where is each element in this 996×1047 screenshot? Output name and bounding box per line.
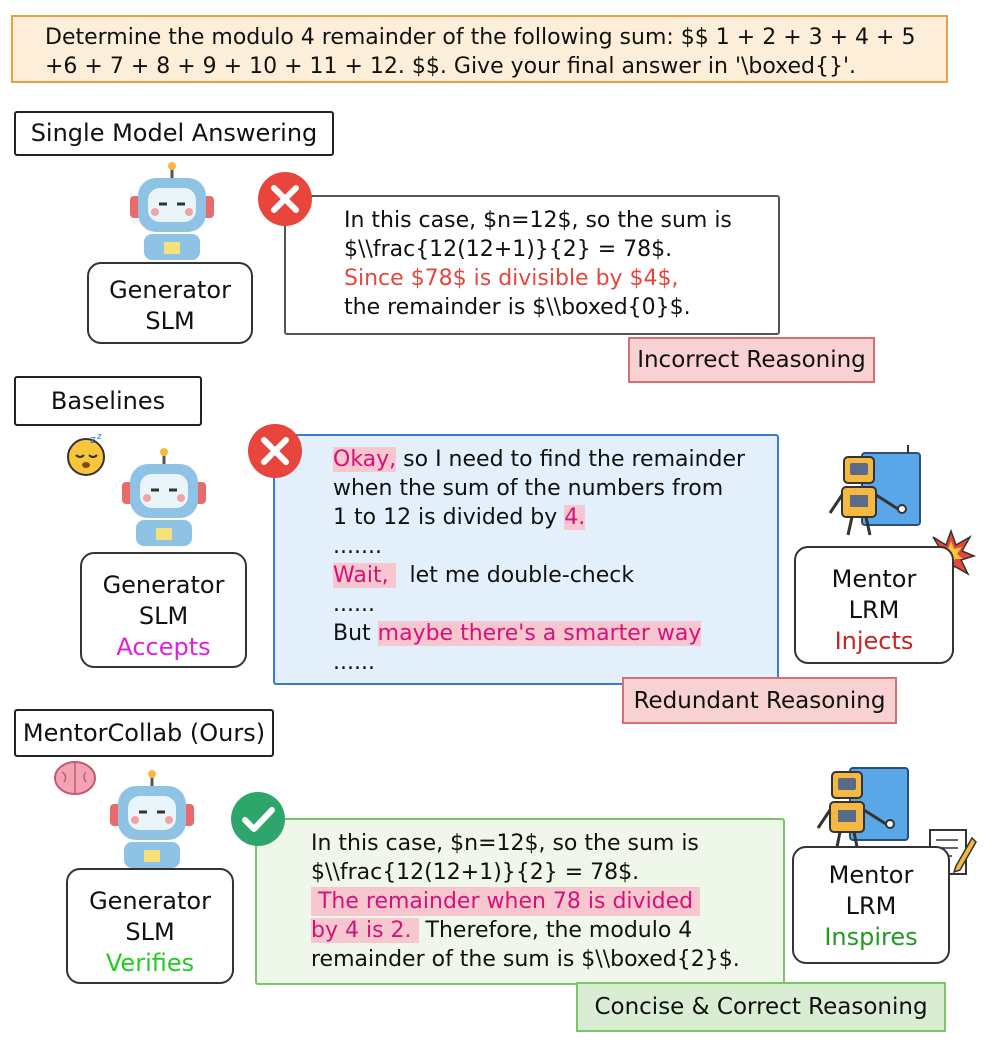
mentor-robot-icon <box>826 443 924 541</box>
brain-icon <box>52 758 98 798</box>
response-box-mentorcollab <box>255 818 785 985</box>
generator-box-baselines: Generator SLM Accepts <box>80 552 247 668</box>
generator-status-accepts: Accepts <box>116 633 211 661</box>
question-box <box>11 15 948 83</box>
response-box-single <box>284 195 780 335</box>
question-line-2: +6 + 7 + 8 + 9 + 10 + 11 + 12. $$. Give your final answer in '\boxed{}'. <box>45 54 857 79</box>
response-line: Okay, so I need to find the remainder <box>333 447 746 472</box>
cross-icon <box>256 170 314 228</box>
response-line-highlight: The remainder when 78 is divided <box>311 889 701 914</box>
generator-status-verifies: Verifies <box>105 949 195 977</box>
section-header-baselines: Baselines <box>14 376 202 426</box>
sleeping-face-icon <box>64 431 110 477</box>
response-line: the remainder is $\\boxed{0}$. <box>344 295 691 320</box>
response-line: when the sum of the numbers from <box>333 476 724 501</box>
robot-icon <box>114 446 214 546</box>
response-line: Wait, let me double-check <box>333 563 635 588</box>
tag-redundant-reasoning: Redundant Reasoning <box>622 677 897 724</box>
tag-concise-correct-reasoning: Concise & Correct Reasoning <box>576 982 946 1032</box>
mentor-box-baselines: Mentor LRM Injects <box>794 546 954 664</box>
mentor-status-inspires: Inspires <box>824 923 918 951</box>
response-line-error: Since $78$ is divisible by $4$, <box>344 266 679 291</box>
response-ellipsis: ...... <box>333 650 375 675</box>
response-ellipsis: ....... <box>333 534 382 559</box>
svg-text:z: z <box>97 432 102 442</box>
generator-box-single: Generator SLM <box>87 262 253 344</box>
response-line: 1 to 12 is divided by 4. <box>333 505 586 530</box>
section-header-single: Single Model Answering <box>14 111 334 156</box>
robot-icon <box>122 160 222 260</box>
cross-icon <box>246 422 304 480</box>
question-line-1: Determine the modulo 4 remainder of the following sum: $$ 1 + 2 + 3 + 4 + 5 <box>45 25 916 50</box>
generator-box-mentorcollab: Generator SLM Verifies <box>66 868 234 984</box>
mentor-box-mentorcollab: Mentor LRM Inspires <box>792 846 950 964</box>
mentor-status-injects: Injects <box>834 627 914 655</box>
response-ellipsis: ...... <box>333 592 375 617</box>
robot-icon <box>102 768 202 868</box>
response-line: But maybe there's a smarter way <box>333 621 702 646</box>
svg-text:z: z <box>90 433 96 446</box>
response-box-baselines <box>273 434 779 685</box>
section-header-mentorcollab: MentorCollab (Ours) <box>14 709 274 757</box>
response-line: $\\frac{12(12+1)}{2} = 78$. <box>344 237 673 262</box>
response-line: by 4 is 2. Therefore, the modulo 4 <box>311 918 693 943</box>
response-line: remainder of the sum is $\\boxed{2}$. <box>311 947 740 972</box>
response-line: $\\frac{12(12+1)}{2} = 78$. <box>311 860 640 885</box>
check-icon <box>229 790 287 848</box>
response-line: In this case, $n=12$, so the sum is <box>311 831 699 856</box>
tag-incorrect-reasoning: Incorrect Reasoning <box>628 337 875 383</box>
response-line: In this case, $n=12$, so the sum is <box>344 208 732 233</box>
